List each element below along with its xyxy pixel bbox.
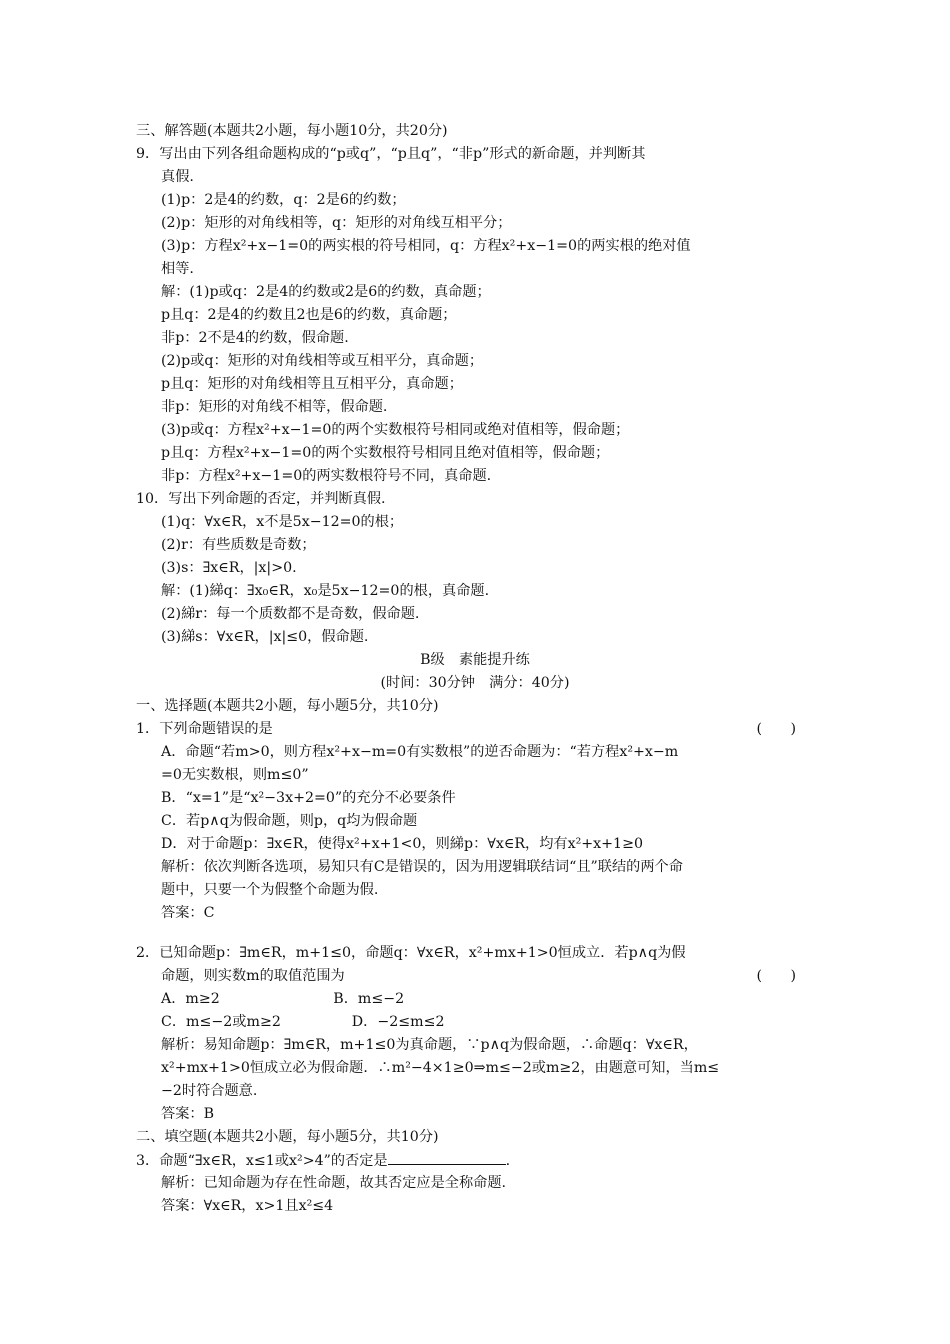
question-9-stem: 9．写出由下列各组命题构成的“p或q”，“p且q”，“非p”形式的新命题，并判断其 [136, 146, 646, 162]
option-b: B．“x=1”是“x²−3x+2=0”的充分不必要条件 [161, 790, 456, 806]
option-a-cont: =0无实数根，则m≤0” [161, 767, 309, 783]
question-2-stem-cont: 命题，则实数m的取值范围为 [161, 968, 345, 984]
section-heading-answer-questions: 三、解答题(本题共2小题，每小题10分，共20分) [136, 123, 448, 139]
options-a-b: A．m≥2 B．m≤−2 [161, 991, 405, 1007]
solution-line: (3)綈s：∀x∈R，|x|≤0，假命题. [161, 629, 369, 645]
question-10-part-3: (3)s：∃x∈R，|x|>0. [161, 560, 297, 576]
question-3-stem [136, 1150, 510, 1171]
answer-blank [388, 1150, 506, 1165]
analysis-line: −2时符合题意. [161, 1083, 258, 1099]
solution-line: (2)綈r：每一个质数都不是奇数，假命题. [161, 606, 420, 622]
solution-line: p且q：2是4的约数且2也是6的约数，真命题； [161, 307, 457, 323]
analysis-line: 解析：已知命题为存在性命题，故其否定应是全称命题. [161, 1175, 507, 1191]
solution-line: (3)p或q：方程x²+x−1=0的两个实数根符号相同或绝对值相等，假命题； [161, 422, 630, 438]
question-2-stem: 2．已知命题p：∃m∈R，m+1≤0，命题q：∀x∈R，x²+mx+1>0恒成立．若p∧q为假 [136, 945, 686, 961]
option-d: D．对于命题p：∃x∈R，使得x²+x+1<0，则綈p：∀x∈R，均有x²+x+1≥0 [161, 836, 643, 852]
solution-line: p且q：矩形的对角线相等且互相平分，真命题； [161, 376, 463, 392]
solution-line: 解：(1)p或q：2是4的约数或2是6的约数，真命题； [161, 284, 491, 300]
question-3-text: 3．命题“∃x∈R，x≤1或x²>4”的否定是 [136, 1153, 388, 1169]
question-9-part-3-cont: 相等. [161, 261, 194, 277]
solution-line: 非p：方程x²+x−1=0的两实数根符号不同，真命题. [161, 468, 492, 484]
question-9-stem-cont: 真假. [161, 169, 194, 185]
answer-line: 答案：B [161, 1106, 214, 1122]
question-3-period: . [505, 1153, 511, 1169]
level-b-heading: B级 素能提升练 [420, 652, 530, 668]
question-10-part-1: (1)q：∀x∈R，x不是5x−12=0的根； [161, 514, 404, 530]
section-heading-fill-in: 二、填空题(本题共2小题，每小题5分，共10分) [136, 1129, 439, 1145]
options-c-d: C．m≤−2或m≥2 D．−2≤m≤2 [161, 1014, 445, 1030]
question-9-part-1: (1)p：2是4的约数，q：2是6的约数； [161, 192, 406, 208]
time-score-note: (时间：30分钟 满分：40分) [380, 675, 570, 691]
solution-line: 非p：矩形的对角线不相等，假命题. [161, 399, 388, 415]
analysis-line: 解析：依次判断各选项，易知只有C是错误的，因为用逻辑联结词“且”联结的两个命 [161, 859, 683, 875]
question-9-part-3: (3)p：方程x²+x−1=0的两实根的符号相同，q：方程x²+x−1=0的两实根的绝对值 [161, 238, 691, 254]
answer-parentheses: ( ) [756, 721, 796, 737]
solution-line: 非p：2不是4的约数，假命题. [161, 330, 349, 346]
question-10-stem: 10．写出下列命题的否定，并判断真假. [136, 491, 386, 507]
option-a: A．命题“若m>0，则方程x²+x−m=0有实数根”的逆否命题为：“若方程x²+x−m [161, 744, 679, 760]
analysis-line: 题中，只要一个为假整个命题为假. [161, 882, 379, 898]
solution-line: (2)p或q：矩形的对角线相等或互相平分，真命题； [161, 353, 484, 369]
option-c: C．若p∧q为假命题，则p，q均为假命题 [161, 813, 418, 829]
solution-line: 解：(1)綈q：∃x₀∈R，x₀是5x−12=0的根，真命题. [161, 583, 490, 599]
question-9-part-2: (2)p：矩形的对角线相等，q：矩形的对角线互相平分； [161, 215, 512, 231]
section-heading-multiple-choice: 一、选择题(本题共2小题，每小题5分，共10分) [136, 698, 439, 714]
question-1-stem: 1．下列命题错误的是 [136, 721, 273, 737]
answer-line: 答案：C [161, 905, 215, 921]
solution-line: p且q：方程x²+x−1=0的两个实数根符号相同且绝对值相等，假命题； [161, 445, 610, 461]
analysis-line: 解析：易知命题p：∃m∈R，m+1≤0为真命题，∵p∧q为假命题，∴命题q：∀x∈R， [161, 1037, 698, 1053]
answer-line: 答案：∀x∈R，x>1且x²≤4 [161, 1198, 334, 1214]
analysis-line: x²+mx+1>0恒成立必为假命题．∴m²−4×1≥0⇒m≤−2或m≥2，由题意可知，当m≤ [161, 1060, 720, 1076]
question-10-part-2: (2)r：有些质数是奇数； [161, 537, 316, 553]
answer-parentheses: ( ) [756, 968, 796, 984]
